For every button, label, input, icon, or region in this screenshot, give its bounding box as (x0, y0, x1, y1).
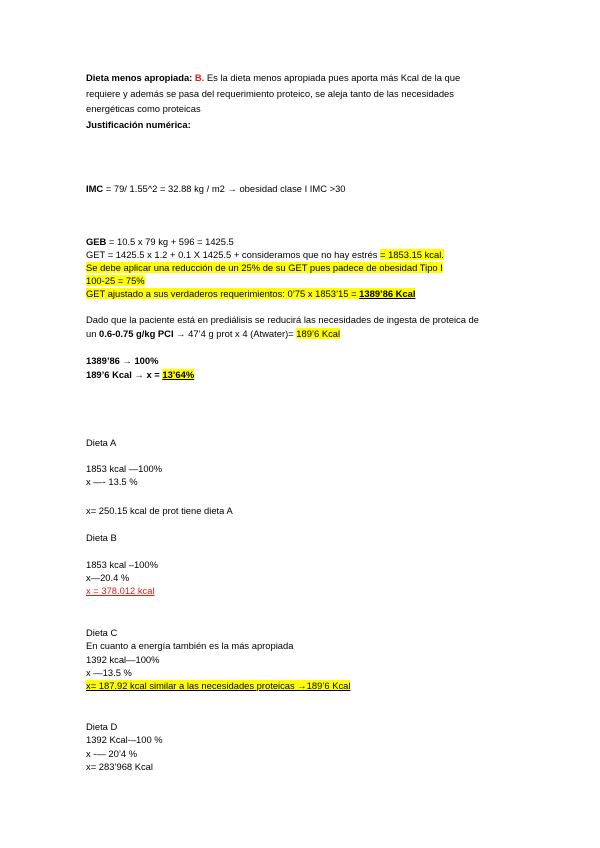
get-result: = 1853.15 kcal. (380, 249, 444, 260)
geb-text: = 10.5 x 79 kg + 596 = 1425.5 (106, 236, 234, 247)
diet-c-line-2: 1392 kcal—100% (86, 654, 160, 665)
ratio-result: 13’64% (162, 369, 195, 380)
diet-c-result: x= 187.92 kcal similar a las necesidades proteicas →189’6 Kcal (86, 680, 351, 691)
intro-text: Es la dieta menos apropiada pues aporta más Kcal de la que (204, 72, 461, 83)
protein-mid: → 47’4 g prot x 4 (Atwater)= (173, 328, 297, 339)
protein-line-2 (86, 328, 340, 340)
percent-text: 100-25 = 75% (86, 275, 145, 286)
diet-c-title: Dieta C (86, 627, 118, 638)
reduction-text: Se debe aplicar una reducción de un 25% de su GET pues padece de obesidad Tipo I (86, 262, 443, 273)
percent-line (86, 275, 145, 287)
diet-a-line-2: x —- 13.5 % (86, 476, 138, 487)
imc-text: = 79/ 1.55^2 = 32.88 kg / m2 → obesidad clase I IMC >30 (103, 183, 346, 194)
diet-a-title: Dieta A (86, 437, 117, 448)
diet-d-title: Dieta D (86, 721, 118, 732)
protein-pre: un (86, 328, 100, 339)
geb-line (86, 236, 234, 248)
imc-label: IMC (86, 183, 104, 194)
ratio-pre: 189’6 Kcal → x = (86, 369, 163, 380)
get-line (86, 249, 444, 261)
diet-d-line-2: x -— 20’4 % (86, 748, 138, 759)
get-text: GET = 1425.5 x 1.2 + 0.1 X 1425.5 + consideramos que no hay estrés (86, 249, 381, 260)
ratio-line-2 (86, 369, 194, 381)
protein-bold: 0.6-0.75 g/kg PCI (99, 328, 174, 339)
diet-b-line-2: x—20.4 % (86, 572, 130, 583)
intro-line-1 (86, 72, 460, 84)
diet-d-line-3: x= 283’968 Kcal (86, 761, 153, 772)
diet-d-line-1: 1392 Kcal-–100 % (86, 734, 163, 745)
protein-result: 189’6 Kcal (296, 328, 341, 339)
protein-line-1: Dado que la paciente está en prediálisis se reducirá las necesidades de ingesta de proteica de (86, 314, 479, 325)
diet-c-line-4 (86, 680, 350, 692)
intro-answer: B. (194, 72, 205, 83)
adjusted-line (86, 288, 415, 300)
diet-a-line-3: x= 250.15 kcal de prot tiene dieta A (86, 505, 233, 516)
diet-b-line-1: 1853 kcal –100% (86, 559, 158, 570)
ratio-line-1: 1389’86 → 100% (86, 355, 159, 366)
diet-b-title: Dieta B (86, 532, 117, 543)
diet-c-line-3: x —13.5 % (86, 667, 132, 678)
intro-line-2: requiere y además se pasa del requerimiento proteico, se aleja tanto de las necesidades (86, 88, 454, 99)
adjusted-text: GET ajustado a sus verdaderos requerimientos: 0’75 x 1853’15 = (86, 288, 360, 299)
intro-line-3: energéticas como proteicas (86, 103, 201, 114)
justification-heading: Justificación numérica: (86, 119, 191, 130)
diet-b-line-3: x = 378.012 kcal (86, 585, 155, 596)
geb-label: GEB (86, 236, 107, 247)
diet-a-line-1: 1853 kcal —100% (86, 463, 163, 474)
reduction-line (86, 262, 443, 274)
diet-c-line-1: En cuanto a energía también es la más apropiada (86, 640, 294, 651)
intro-label: Dieta menos apropiada: (86, 72, 193, 83)
imc-line (86, 183, 346, 195)
adjusted-result: 1389’86 Kcal (359, 288, 416, 299)
